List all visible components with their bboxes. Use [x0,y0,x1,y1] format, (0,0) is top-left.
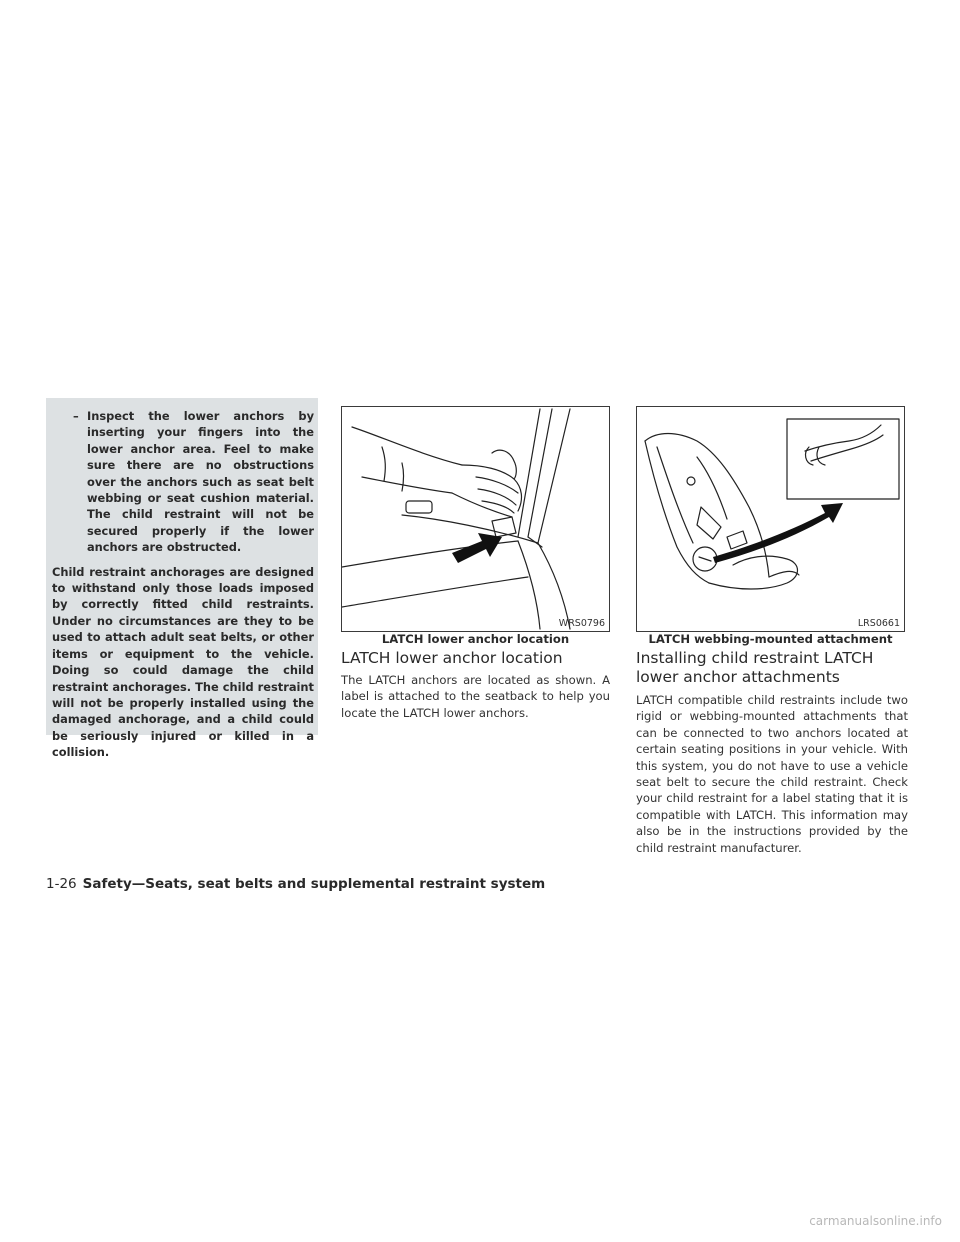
figure2-caption: LATCH webbing-mounted attachment [648,632,893,646]
warning-bullet [73,408,314,556]
latch-attachment-illustration [636,406,905,632]
hand-inserting-illustration [342,407,609,631]
page-number: 1-26 [46,876,77,892]
page-footer [46,876,545,892]
watermark: carmanualsonline.info [809,1214,942,1228]
child-seat-illustration [637,407,904,631]
section-heading-anchor-location: LATCH lower anchor location [341,649,563,667]
figure-code: WRS0796 [558,618,605,629]
warning-bullet-text: Inspect the lower anchors by inserting your fingers into the lower anchor area. Feel to make sure there are no obstructions over the anchors such as seat belt webbing or seat cushion material. The child restraint will not be secured properly if the lower anchors are obstructed. [87,409,314,555]
section-body-anchor-location: The LATCH anchors are located as shown. A label is attached to the seatback to help you locate the LATCH lower anchors. [341,673,610,720]
section-body-installing: LATCH compatible child restraints include two rigid or webbing-mounted attachments that can be connected to two anchors located at certain seating positions in your vehicle. With this system, you do not have to use a vehicle seat belt to secure the child restraint. Check your child restraint for a label stating that it is compatible with LATCH. This information may also be in the instructions provided by the child restraint manufacturer. [636,693,908,855]
figure1-caption: LATCH lower anchor location [381,632,570,646]
figure-code: LRS0661 [857,618,900,629]
warning-box [46,398,318,760]
warning-paragraph: Child restraint anchorages are designed to withstand only those loads imposed by correctly fitted child restraints. Under no circumstances are they to be used to attach adult seat belts, or other items or equipment to the vehicle. Doing so could damage the child restraint anchorages. The child restraint will not be properly installed using the damaged anchorage, and a child could be seriously injured or killed in a collision. [52,564,314,760]
bullet-dash: – [73,409,79,423]
latch-anchor-illustration [341,406,610,632]
section-heading-installing: Installing child restraint LATCH lower anchor attachments [636,649,874,686]
footer-section-title: Safety—Seats, seat belts and supplemental restraint system [82,876,546,892]
